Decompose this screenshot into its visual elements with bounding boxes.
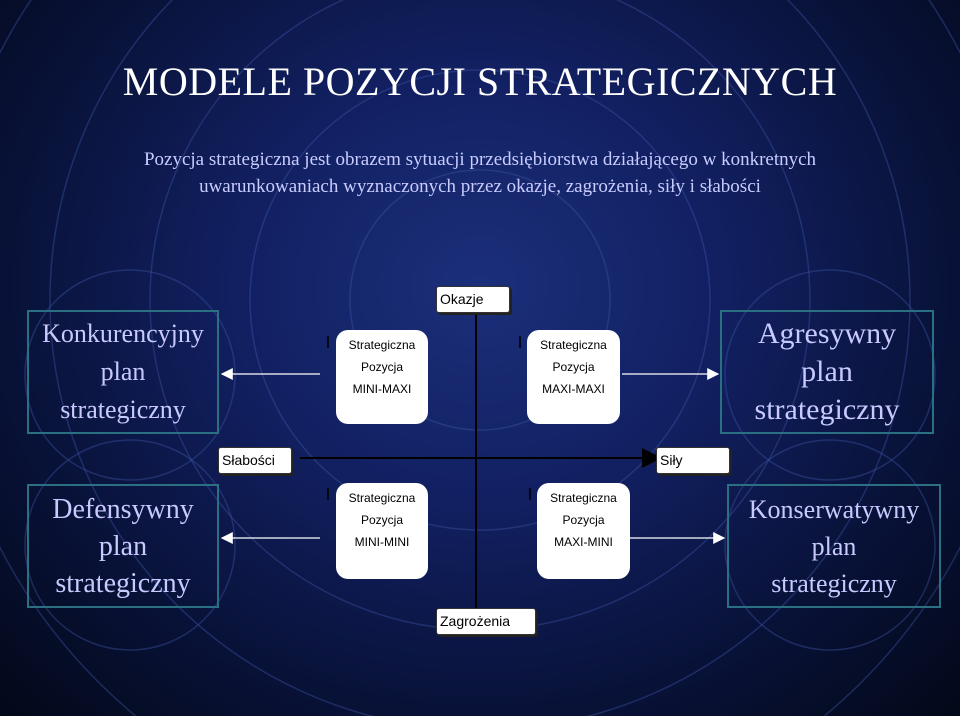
position-title: Strategiczna	[550, 491, 617, 505]
position-word: Pozycja	[360, 360, 404, 374]
axis-label-slabosci: Słabości	[218, 447, 292, 474]
position-word: Pozycja	[552, 360, 595, 374]
position-maxi-maxi	[527, 330, 620, 424]
plan-defensywny	[27, 484, 219, 608]
plan-word: plan	[801, 355, 853, 388]
slide-title: MODELE POZYCJI STRATEGICZNYCH	[122, 59, 838, 104]
plan-name: Agresywny	[757, 317, 897, 350]
subtitle-line-2: uwarunkowaniach wyznaczonych przez okazje, zagrożenia, siły i słabości	[199, 176, 761, 197]
subtitle-line-1: Pozycja strategiczna jest obrazem sytuacji przedsiębiorstwa działającego w konkretnych	[143, 149, 817, 170]
plan-name: Konkurencyjny	[42, 319, 204, 348]
plan-word-2: strategiczny	[754, 393, 900, 426]
position-mini-maxi	[336, 330, 428, 424]
plan-word: plan	[811, 531, 857, 561]
axis-label-okazje: Okazje	[436, 286, 510, 313]
position-word: Pozycja	[562, 513, 605, 527]
position-code: MINI-MINI	[354, 535, 410, 549]
position-mini-mini	[336, 483, 428, 579]
plan-name: Defensywny	[52, 493, 194, 525]
position-title: Strategiczna	[348, 491, 416, 505]
plan-agresywny	[720, 310, 934, 434]
axis-label-zagrozenia: Zagrożenia	[436, 608, 536, 635]
position-code: MAXI-MAXI	[542, 382, 605, 396]
plan-word-2: strategiczny	[55, 567, 191, 599]
plan-konkurencyjny	[27, 310, 219, 434]
axis-label-sily: Siły	[656, 447, 730, 474]
plan-word: plan	[98, 530, 148, 562]
plan-word: plan	[100, 357, 146, 386]
position-code: MAXI-MINI	[554, 535, 613, 549]
plan-konserwatywny	[727, 484, 941, 608]
position-maxi-mini	[537, 483, 630, 579]
position-word: Pozycja	[360, 513, 404, 527]
plan-word-2: strategiczny	[60, 395, 186, 424]
plan-word-2: strategiczny	[771, 568, 897, 598]
plan-name: Konserwatywny	[748, 494, 920, 524]
position-code: MINI-MAXI	[352, 382, 412, 396]
position-title: Strategiczna	[348, 338, 416, 352]
position-title: Strategiczna	[540, 338, 607, 352]
